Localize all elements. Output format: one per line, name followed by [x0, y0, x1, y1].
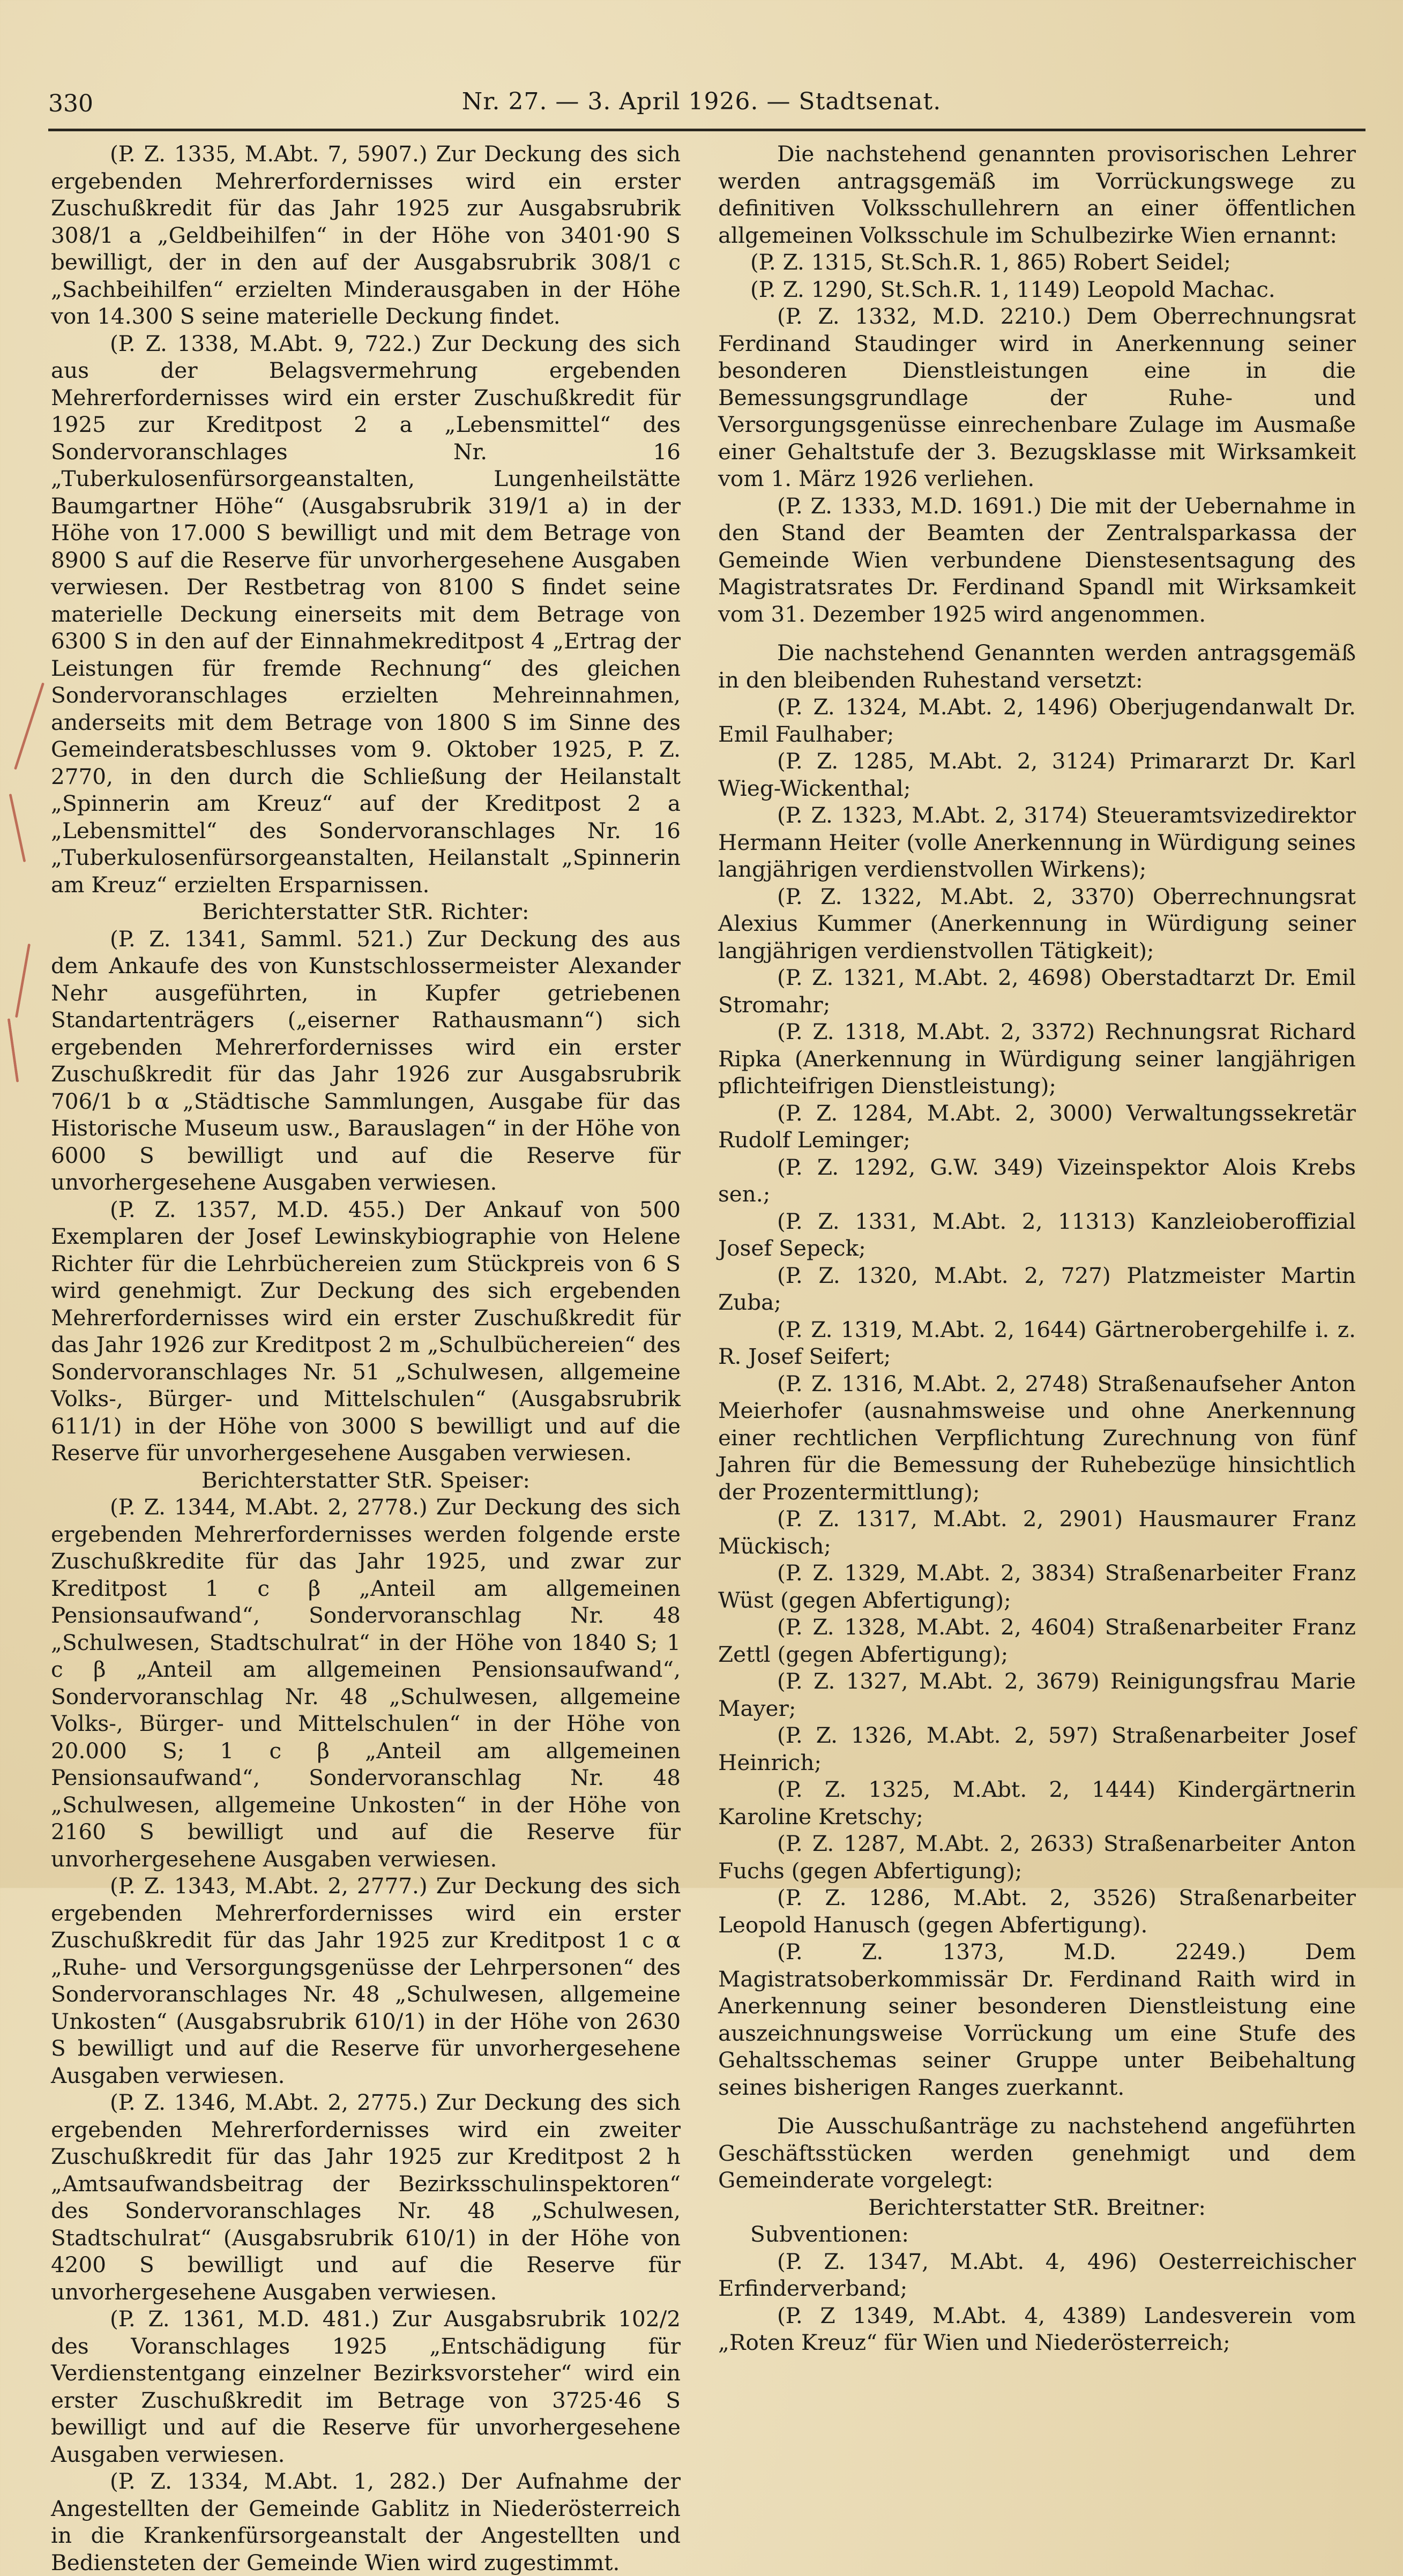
paragraph: (P. Z. 1346, M.Abt. 2, 2775.) Zur Deckung des sich ergebenden Mehrerfordernisses wird ein zweiter Zuschußkredit für das Jahr 1925 zur Kreditpost 2 h „Amtsaufwandsbeitrag der Bezirksschulinspektoren“ des Sondervoranschlages Nr. 48 „Schulwesen, Stadtschulrat“ (Ausgabsrubrik 610/1) in der Höhe von 4200 S bewilligt und auf die Reserve für unvorhergesehene Ausgaben verwiesen.	[51, 2089, 681, 2305]
list-item: (P. Z. 1331, M.Abt. 2, 11313) Kanzleioberoffizial Josef Sepeck;	[718, 1208, 1356, 1261]
reporter-heading: Berichterstatter StR. Speiser:	[202, 1467, 530, 1493]
paragraph: Die nachstehend Genannten werden antragsgemäß in den bleibenden Ruhestand versetzt:	[718, 640, 1356, 693]
list-item: (P. Z. 1322, M.Abt. 2, 3370) Oberrechnungsrat Alexius Kummer (Anerkennung in Würdigung seiner langjährigen verdienstvollen Tätigkeit);	[718, 883, 1356, 964]
paragraph: (P. Z. 1341, Samml. 521.) Zur Deckung des aus dem Ankaufe des von Kunstschlossermeister Alexander Nehr ausgeführten, in Kupfer getriebenen Standartenträgers („eiserner Rathausmann“) sich ergebenden Mehrerfordernisses wird ein erster Zuschußkredit für das Jahr 1926 zur Ausgabsrubrik 706/1 b α „Städtische Sammlungen, Ausgabe für das Historische Museum usw., Barauslagen“ in der Höhe von 6000 S bewilligt und auf die Reserve für unvorhergesehene Ausgaben verwiesen.	[51, 925, 681, 1195]
list-item: (P. Z. 1287, M.Abt. 2, 2633) Straßenarbeiter Anton Fuchs (gegen Abfertigung);	[718, 1831, 1356, 1884]
list-item: (P. Z. 1325, M.Abt. 2, 1444) Kindergärtnerin Karoline Kretschy;	[718, 1776, 1356, 1830]
list-item: (P. Z. 1326, M.Abt. 2, 597) Straßenarbeiter Josef Heinrich;	[718, 1722, 1356, 1775]
reporter-heading: Berichterstatter StR. Breitner:	[868, 2194, 1206, 2220]
list-item: (P. Z 1349, M.Abt. 4, 4389) Landesverein vom „Roten Kreuz“ für Wien und Niederösterreich;	[718, 2302, 1356, 2355]
paragraph: (P. Z. 1357, M.D. 455.) Der Ankauf von 500 Exemplaren der Josef Lewinskybiographie von Helene Richter für die Lehrbüchereien zum Stückpreis von 6 S wird genehmigt. Zur Deckung des sich ergebenden Mehrerfordernisses wird ein erster Zuschußkredit für das Jahr 1926 zur Kreditpost 2 m „Schulbüchereien“ des Sondervoranschlages Nr. 51 „Schulwesen, allgemeine Volks-, Bürger- und Mittelschulen“ (Ausgabsrubrik 611/1) in der Höhe von 3000 S bewilligt und auf die Reserve für unvorhergesehene Ausgaben verwiesen.	[51, 1196, 681, 1466]
list-item: (P. Z. 1292, G.W. 349) Vizeinspektor Alois Krebs sen.;	[718, 1154, 1356, 1207]
paragraph: (P. Z. 1361, M.D. 481.) Zur Ausgabsrubrik 102/2 des Voranschlages 1925 „Entschädigung für Verdienstentgang einzelner Bezirksvorsteher“ wird ein erster Zuschußkredit im Betrage von 3725·46 S bewilligt und auf die Reserve für unvorhergesehene Ausgaben verwiesen.	[51, 2306, 681, 2467]
pencil-mark	[8, 1018, 19, 1082]
running-title: Nr. 27. — 3. April 1926. — Stadtsenat.	[461, 88, 942, 115]
right-column	[718, 140, 1356, 2356]
list-item: (P. Z. 1329, M.Abt. 2, 3834) Straßenarbeiter Franz Wüst (gegen Abfertigung);	[718, 1560, 1356, 1613]
page-number: 330	[48, 90, 93, 117]
list-item: (P. Z. 1290, St.Sch.R. 1, 1149) Leopold Machac.	[750, 276, 1275, 302]
list-item: (P. Z. 1321, M.Abt. 2, 4698) Oberstadtarzt Dr. Emil Stromahr;	[718, 965, 1356, 1018]
list-item: (P. Z. 1319, M.Abt. 2, 1644) Gärtnerobergehilfe i. z. R. Josef Seifert;	[718, 1316, 1356, 1369]
paragraph: (P. Z. 1334, M.Abt. 1, 282.) Der Aufnahme der Angestellten der Gemeinde Gablitz in Niederösterreich in die Krankenfürsorgeanstalt der Angestellten und Bediensteten der Gemeinde Wien wird zugestimmt.	[51, 2468, 681, 2575]
paragraph: Die Ausschußanträge zu nachstehend angeführten Geschäftsstücken werden genehmigt und dem Gemeinderate vorgelegt:	[718, 2113, 1356, 2193]
paragraph: (P. Z. 1335, M.Abt. 7, 5907.) Zur Deckung des sich ergebenden Mehrerfordernisses wird ein erster Zuschußkredit für das Jahr 1925 zur Ausgabsrubrik 308/1 a „Geldbeihilfen“ in der Höhe von 3401·90 S bewilligt, der in den auf der Ausgabsrubrik 308/1 c „Sachbeihilfen“ erzielten Minderausgaben in der Höhe von 14.300 S seine materielle Deckung findet.	[51, 141, 681, 329]
list-item: (P. Z. 1286, M.Abt. 2, 3526) Straßenarbeiter Leopold Hanusch (gegen Abfertigung).	[718, 1885, 1356, 1938]
list-item: (P. Z. 1320, M.Abt. 2, 727) Platzmeister Martin Zuba;	[718, 1262, 1356, 1315]
paragraph: (P. Z. 1333, M.D. 1691.) Die mit der Uebernahme in den Stand der Beamten der Zentralsparkassa der Gemeinde Wien verbundene Dienstesentsagung des Magistratsrates Dr. Ferdinand Spandl mit Wirksamkeit vom 31. Dezember 1925 wird angenommen.	[718, 492, 1356, 627]
paragraph: (P. Z. 1373, M.D. 2249.) Dem Magistratsoberkommissär Dr. Ferdinand Raith wird in Anerkennung seiner besonderen Dienstleistung eine auszeichnungsweise Vorrückung um eine Stufe des Gehaltsschemas seiner Gruppe unter Beibehaltung seines bisherigen Ranges zuerkannt.	[718, 1939, 1356, 2100]
left-column	[51, 140, 681, 2576]
pencil-mark	[9, 794, 26, 862]
paragraph: (P. Z. 1344, M.Abt. 2, 2778.) Zur Deckung des sich ergebenden Mehrerfordernisses werden folgende erste Zuschußkredite für das Jahr 1925, und zwar zur Kreditpost 1 c β „Anteil am allgemeinen Pensionsaufwand“, Sondervoranschlag Nr. 48 „Schulwesen, Stadtschulrat“ in der Höhe von 1840 S; 1 c β „Anteil am allgemeinen Pensionsaufwand“, Sondervoranschlag Nr. 48 „Schulwesen, allgemeine Volks-, Bürger- und Mittelschulen“ in der Höhe von 20.000 S; 1 c β „Anteil am allgemeinen Pensionsaufwand“, Sondervoranschlag Nr. 48 „Schulwesen, allgemeine Unkosten“ in der Höhe von 2160 S bewilligt und auf die Reserve für unvorhergesehene Ausgaben verwiesen.	[51, 1494, 681, 1872]
reporter-heading: Berichterstatter StR. Richter:	[202, 899, 529, 924]
list-item: (P. Z. 1327, M.Abt. 2, 3679) Reinigungsfrau Marie Mayer;	[718, 1668, 1356, 1721]
list-item: (P. Z. 1318, M.Abt. 2, 3372) Rechnungsrat Richard Ripka (Anerkennung in Würdigung seiner langjährigen pflichteifrigen Dienstleistung);	[718, 1019, 1356, 1099]
list-item: (P. Z. 1285, M.Abt. 2, 3124) Primararzt Dr. Karl Wieg-Wickenthal;	[718, 748, 1356, 801]
section-label: Subventionen:	[750, 2221, 909, 2247]
paragraph: (P. Z. 1332, M.D. 2210.) Dem Oberrechnungsrat Ferdinand Staudinger wird in Anerkennung seiner besonderen Dienstleistungen eine in die Bemessungsgrundlage der Ruhe- und Versorgungsgenüsse einrechenbare Zulage im Ausmaße einer Gehaltstufe der 3. Bezugsklasse mit Wirksamkeit vom 1. März 1926 verliehen.	[718, 303, 1356, 491]
paragraph: (P. Z. 1338, M.Abt. 9, 722.) Zur Deckung des sich aus der Belagsvermehrung ergebenden Mehrerfordernisses wird ein erster Zuschußkredit für 1925 zur Kreditpost 2 a „Lebensmittel“ des Sondervoranschlages Nr. 16 „Tuberkulosenfürsorgeanstalten, Lungenheilstätte Baumgartner Höhe“ (Ausgabsrubrik 319/1 a) in der Höhe von 17.000 S bewilligt und mit dem Betrage von 8900 S auf die Reserve für unvorhergesehene Ausgaben verwiesen. Der Restbetrag von 8100 S findet seine materielle Deckung einerseits mit dem Betrage von 6300 S in den auf der Einnahmekreditpost 4 „Ertrag der Leistungen für fremde Rechnung“ des gleichen Sondervoranschlages erzielten Mehreinnahmen, anderseits mit dem Betrage von 1800 S im Sinne des Gemeinderatsbeschlusses vom 9. Oktober 1925, P. Z. 2770, in den durch die Schließung der Heilanstalt „Spinnerin am Kreuz“ auf der Kreditpost 2 a „Lebensmittel“ des Sondervoranschlages Nr. 16 „Tuberkulosenfürsorgeanstalten, Heilanstalt „Spinnerin am Kreuz“ erzielten Ersparnissen.	[51, 330, 681, 898]
list-item: (P. Z. 1317, M.Abt. 2, 2901) Hausmaurer Franz Mückisch;	[718, 1506, 1356, 1559]
list-item: (P. Z. 1284, M.Abt. 2, 3000) Verwaltungssekretär Rudolf Leminger;	[718, 1100, 1356, 1153]
list-item: (P. Z. 1324, M.Abt. 2, 1496) Oberjugendanwalt Dr. Emil Faulhaber;	[718, 694, 1356, 747]
header-rule	[48, 129, 1365, 131]
list-item: (P. Z. 1316, M.Abt. 2, 2748) Straßenaufseher Anton Meierhofer (ausnahmsweise und ohne Anerkennung einer rechtlichen Verpflichtung Zurechnung von fünf Jahren für die Bemessung der Ruhebezüge hinsichtlich der Prozentermittlung);	[718, 1370, 1356, 1505]
list-item: (P. Z. 1323, M.Abt. 2, 3174) Steueramtsvizedirektor Hermann Heiter (volle Anerkennung in Würdigung seines langjährigen verdienstvollen Wirkens);	[718, 802, 1356, 882]
paragraph: Die nachstehend genannten provisorischen Lehrer werden antragsgemäß im Vorrückungswege zu definitiven Volksschullehrern an einer öffentlichen allgemeinen Volksschule im Schulbezirke Wien ernannt:	[718, 141, 1356, 248]
page-header	[48, 80, 1355, 129]
list-item: (P. Z. 1315, St.Sch.R. 1, 865) Robert Seidel;	[750, 249, 1232, 275]
pencil-mark	[15, 944, 31, 1018]
list-item: (P. Z. 1347, M.Abt. 4, 496) Oesterreichischer Erfinderverband;	[718, 2248, 1356, 2301]
list-item: (P. Z. 1328, M.Abt. 2, 4604) Straßenarbeiter Franz Zettl (gegen Abfertigung);	[718, 1614, 1356, 1667]
pencil-mark	[14, 682, 44, 770]
paragraph: (P. Z. 1343, M.Abt. 2, 2777.) Zur Deckung des sich ergebenden Mehrerfordernisses wird ein erster Zuschußkredit für das Jahr 1925 zur Kreditpost 1 c α „Ruhe- und Versorgungsgenüsse der Lehrpersonen“ des Sondervoranschlages Nr. 48 „Schulwesen, allgemeine Unkosten“ (Ausgabsrubrik 610/1) in der Höhe von 2630 S bewilligt und auf die Reserve für unvorhergesehene Ausgaben verwiesen.	[51, 1873, 681, 2088]
